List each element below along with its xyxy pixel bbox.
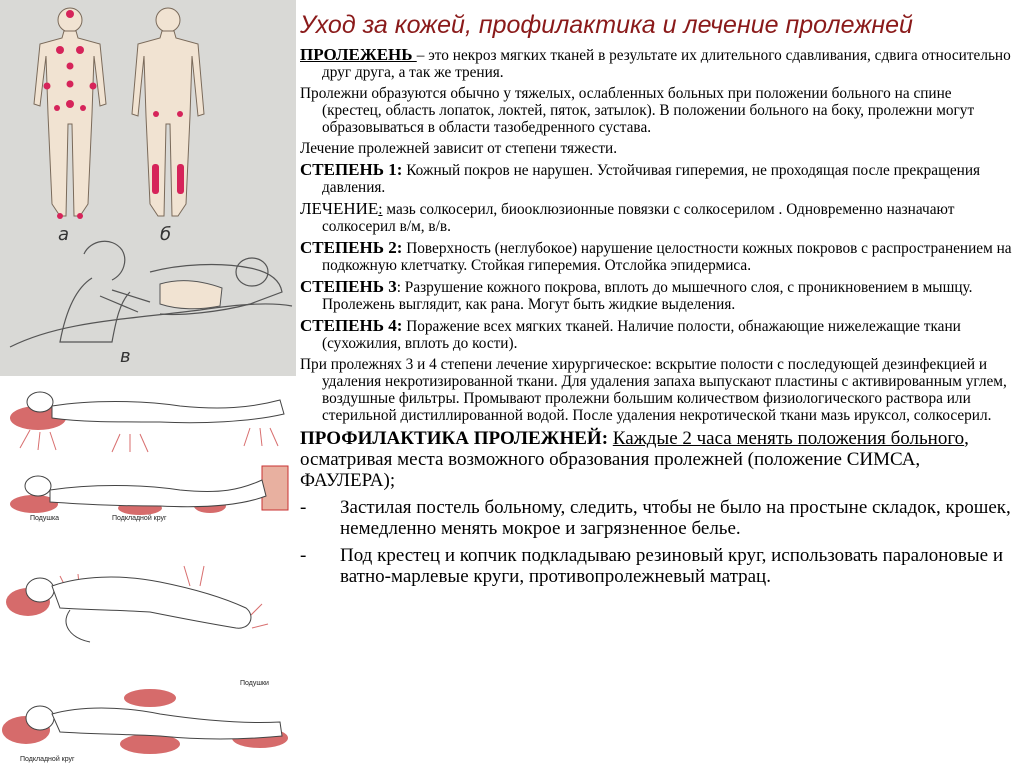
figure-supine-ring [0, 462, 296, 534]
bullet-dash: - [300, 497, 307, 518]
stage-2-text: Поверхность (неглубокое) нарушение целостности кожных покровов с распространением на подкожную клетчатку. Стойкая гиперемия. Отслойка эпидермиса. [322, 240, 1012, 274]
prevention-label: ПРОФИЛАКТИКА ПРОЛЕЖНЕЙ: [300, 428, 609, 449]
ring-label-bottom: Подкладной круг [20, 756, 75, 763]
figure-side-lying [0, 546, 296, 656]
stage-3-text: : Разрушение кожного покрова, вплоть до мышечного слоя, с проникновением в мышцу. Пролежень выглядит, как рана. Могут быть жидкие выделения. [322, 279, 973, 313]
figure-front-view [118, 4, 218, 224]
treatment-1-paragraph [300, 200, 1012, 235]
treatment-1-colon: : [378, 201, 383, 218]
figure-nurse-patient [0, 232, 296, 362]
definition-term: ПРОЛЕЖЕНЬ [300, 45, 417, 64]
figure-back-view [20, 4, 120, 224]
stage-3-paragraph [300, 278, 1012, 313]
figure-label-v: в [120, 346, 131, 367]
treatment-1-label: ЛЕЧЕНИЕ [300, 199, 379, 218]
stage-1-text: Кожный покров не нарушен. Устойчивая гиперемия, не проходящая после прекращения давления. [322, 162, 981, 196]
positioning-panel [0, 376, 296, 768]
surgical-paragraph: При пролежнях 3 и 4 степени лечение хирургическое: вскрытие полости с последующей дезинфекцией и удаления некротизированной ткани. Для удаления запаха выпускают пластины с активированным углем, воздушные фильтры. Промывают пролежни большим количеством физиологического раствора или стерильной дистиллированной водой. После удаления некротической ткани мазь ируксол, солкосерил. [300, 356, 1007, 424]
treatment-1-text: мазь солкосерил, биооклюзионные повязки с солкосерилом . Одновременно назначают солкосерил в/м, в/в. [322, 201, 955, 235]
stage-4-text: Поражение всех мягких тканей. Наличие полости, обнажающие нижележащие ткани (сухожилия, вплоть до кости). [322, 318, 961, 352]
prevention-bullet-2 [300, 545, 1012, 587]
figure-label-b: б [160, 224, 172, 245]
stage-4-paragraph [300, 317, 1012, 352]
stage-2-paragraph [300, 239, 1012, 274]
formation-paragraph: Пролежни образуются обычно у тяжелых, ослабленных больных при положении больного на спине (крестец, область лопаток, локтей, пяток, затылок). В положении больного на боку, пролежни могут образовываться в области тазобедренного сустава. [300, 85, 975, 136]
bullet-text: Под крестец и копчик подкладываю резиновый круг, использовать паралоновые и ватно-марлевые круги, противопролежневый матрац. [340, 545, 1004, 587]
stage-2-label: СТЕПЕНЬ 2: [300, 238, 403, 257]
pillows-label: Подушки [240, 680, 269, 687]
stage-4-label: СТЕПЕНЬ 4: [300, 316, 403, 335]
text-column [300, 10, 1012, 593]
page-title: Уход за кожей, профилактика и лечение пролежней [300, 11, 913, 39]
prevention-paragraph [300, 428, 1012, 491]
bullet-text: Застилая постель больному, следить, чтобы не было на простыне складок, крошек, немедленно менять мокрое и загрязненное белье. [340, 497, 1011, 539]
stage-1-paragraph [300, 161, 1012, 196]
treatment-intro: Лечение пролежней зависит от степени тяжести. [300, 140, 618, 157]
definition-text: – это некроз мягких тканей в результате их длительного сдавливания, сдвига относительно друг друга, а так же трения. [322, 47, 1011, 81]
pillow-label: Подушка [30, 515, 60, 522]
body-diagram-panel [0, 0, 296, 376]
figure-supine [0, 378, 296, 456]
prevention-bullet-1 [300, 497, 1012, 539]
definition-paragraph [300, 46, 1012, 81]
prevention-text: , осматривая места возможного образования пролежней (положение СИМСА, ФАУЛЕРА); [300, 428, 969, 491]
stage-3-label: СТЕПЕНЬ 3 [300, 277, 397, 296]
illustration-column [0, 0, 296, 768]
stage-1-label: СТЕПЕНЬ 1: [300, 160, 403, 179]
bullet-dash: - [300, 545, 307, 566]
figure-label-a: а [58, 224, 70, 245]
prevention-underlined: Каждые 2 часа менять положения больного [612, 428, 965, 449]
ring-label: Подкладной круг [112, 515, 167, 522]
